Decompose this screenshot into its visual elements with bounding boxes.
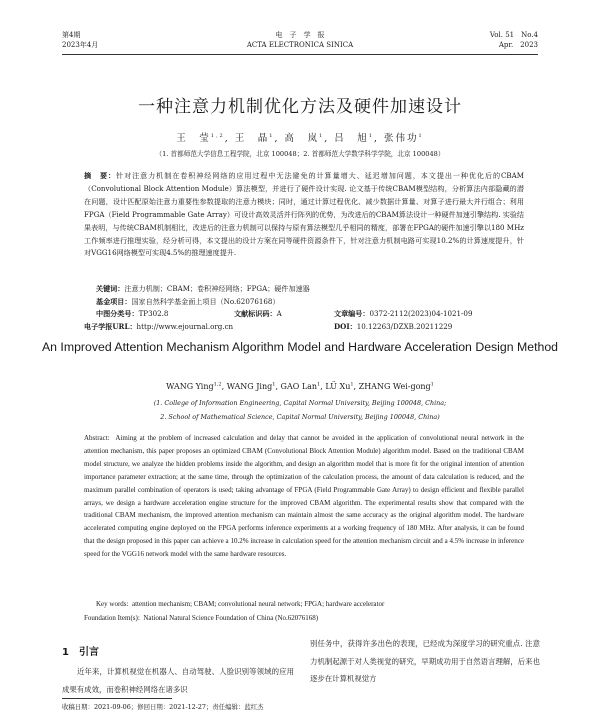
clc-code: TP302.8: [138, 309, 169, 318]
author-affil-mark: 1: [317, 381, 321, 388]
author-name: WANG Ying: [166, 382, 214, 391]
issue-date: 2023年4月: [62, 41, 99, 49]
clc-label: 中图分类号：: [96, 309, 139, 318]
abstract-label-cn: 摘 要：: [84, 171, 117, 180]
author-affil-mark: 1: [430, 381, 434, 388]
header-rule: [62, 54, 538, 55]
fund-cn: 国家自然科学基金面上项目（No.62076168）: [131, 296, 280, 306]
author-affil-mark: 1: [350, 381, 354, 388]
author-affil-mark: 1,2: [213, 381, 222, 388]
volume-date: Apr. 2023: [498, 41, 538, 49]
author-affil-mark: 1: [418, 132, 424, 139]
author-name: LÜ Xu: [325, 382, 351, 391]
author-affil-mark: 1: [319, 132, 325, 139]
section-heading-intro: 1 引言: [62, 647, 99, 658]
author-name: 吕 旭: [334, 133, 369, 144]
fund-row-cn: [96, 296, 280, 309]
abstract-en: [84, 432, 524, 561]
affiliation-en-2: 2. School of Mathematical Science, Capital Normal University, Beijing 100048, China): [160, 413, 440, 421]
doi-value[interactable]: 10.12263/DZXB.20211229: [356, 321, 453, 331]
author-name: 高 岚: [284, 133, 320, 144]
abstract-text-en: Aiming at the problem of increased calculation and delay that cannot be avoided in the application of convolutional neural network in the attention mechanism, this paper proposes an optimized CBAM (Convolutional Block Attention Module) algorithm model. Based on the traditional CBAM model structure, we analyze the hidden problems inside the algorithm, and design an algorithm model that is more fit for the original intention of attention importance parameter extraction; at the same time, through the optimization of the calculation process, the amount of data calculation is reduced, and the maximum parallel combination of operators is used; taking advantage of FPGA (Field Programmable Gate Array) to design efficient and flexible parallel arrays, we design a hardware acceleration engine structure for the improved CBAM algorithm. The experimental results show that compared with the traditional CBAM mechanism, the improved attention mechanism can maintain almost the same accuracy as the original algorithm model. The hardware accelerated computing engine deployed on the FPGA performs inference experiments at a working frequency of 180 MHz. After analysis, it can be found that the design proposed in this paper can achieve a 10.2% increase in calculation speed for the attention mechanism circuit and a 4.5% increase in inference speed for the VGG16 network model with the same hardware resources.: [84, 434, 525, 559]
author-name: ZHANG Wei-gong: [358, 382, 431, 391]
author-affil-mark: 1: [269, 132, 275, 139]
abstract-cn: [84, 170, 524, 260]
received-date-footnote: 收稿日期：2021-09-06；修回日期：2021-12-27；责任编辑：蓝红杰: [62, 703, 264, 711]
paper-title-en: An Improved Attention Mechanism Algorithm Model and Hardware Acceleration Design Method: [41, 340, 559, 354]
keywords-row-cn: [96, 283, 310, 296]
author-affil-mark: 1: [272, 381, 276, 388]
clc-row: [96, 308, 168, 321]
url-row: [84, 321, 233, 334]
doc-code: A: [276, 309, 282, 318]
fund-en: National Natural Science Foundation of China (No.62076168): [143, 614, 319, 622]
affiliation-cn: （1. 首都师范大学信息工程学院，北京 100048；2. 首都师范大学数学科学学院，北京 100048）: [155, 150, 445, 158]
header-volume: [490, 30, 538, 50]
journal-name-en: ACTA ELECTRONICA SINICA: [246, 41, 354, 49]
keywords-row-en: [84, 600, 524, 608]
keywords-en: attention mechanism; CBAM; convolutional neural network; FPGA; hardware accelerator: [131, 600, 385, 608]
url-label: 电子学报URL：: [84, 321, 137, 331]
body-column-left: 近年来，计算机视觉在机器人、自动驾驶、人脸识别等领域的应用成果有成效，而卷积神经网络在诸多识: [62, 667, 294, 694]
article-no-label: 文章编号：: [334, 309, 370, 318]
author-list-cn: 王 莹$^{1,2}$, 王 晶$^1$, 高 岚$^1$, 吕 旭$^1$, 张伟功$^1$: [176, 132, 424, 144]
doi-label: DOI：: [334, 321, 357, 331]
keywords-label-cn: 关键词：: [96, 284, 125, 293]
article-meta-cn: [84, 283, 524, 337]
keywords-label-en: Key words:: [96, 600, 129, 608]
fund-row-en: [84, 614, 524, 622]
fund-label-en: Foundation Item(s):: [84, 614, 140, 622]
author-affil-mark: 1,2: [210, 132, 225, 139]
abstract-label-en: Abstract:: [84, 434, 110, 442]
author-name: 王 晶: [234, 133, 270, 144]
author-name: WANG Jing: [226, 382, 273, 391]
affiliation-en-1: (1. College of Information Engineering, Capital Normal University, Beijing 100048, China;: [153, 399, 447, 407]
journal-name-cn: 电 子 学 报: [275, 31, 325, 39]
author-name: 王 莹: [176, 133, 211, 144]
abstract-text-cn: 针对注意力机制在卷积神经网络的应用过程中无法避免的计算量增大、延迟增加问题，本文提出一种优化后的CBAM（Convolutional Block Attention Module）算法模型，并进行了硬件设计实现. 论文基于传统CBAM模型结构，分析算法内部隐藏的潜在问题，设计匹配原始注意力重要性参数提取的注意力模块；同时，通过计算过程优化、减少数据计算量、对算子进行最大并行组合；利用FPGA（Field Programmable Gate Array）可设计高效灵活并行阵列的优势，为改进后的CBAM算法设计一种硬件加速引擎结构. 实验结果表明，与传统CBAM机制相比，改进后的注意力机制可以保持与原有算法模型几乎相同的精度，部署在FPGA的硬件加速引擎以180 MHz工作频率进行推理实验，经分析可得，本文提出的设计方案在同等硬件资源条件下，针对注意力机制电路可实现10.2%的计算速度提升，针对VGG16网络模型可实现4.5%的推理速度提升.: [84, 171, 525, 258]
paper-title-cn: 一种注意力机制优化方法及硬件加速设计: [138, 97, 462, 117]
author-name: GAO Lan: [280, 382, 318, 391]
author-name: 张伟功: [384, 133, 419, 144]
issue-number: 第4期: [62, 31, 81, 39]
doc-code-label: 文献标识码：: [234, 309, 277, 318]
journal-url[interactable]: http://www.ejournal.org.cn: [136, 321, 234, 331]
fund-label-cn: 基金项目：: [96, 296, 132, 306]
footnote-rule: [62, 698, 172, 699]
body-column-right: 别任务中，获得许多出色的表现，已经成为深度学习的研究重点. 注意力机制起源于对人类视觉的研究，早期成功用于自然语言理解，后来也逐步在计算机视觉方: [310, 639, 540, 683]
doi-row: [334, 321, 452, 334]
author-affil-mark: 1: [368, 132, 374, 139]
article-no-row: [334, 308, 472, 321]
article-no: 0372-2112(2023)04-1021-09: [369, 309, 473, 318]
volume-number: Vol. 51 No.4: [489, 31, 538, 39]
author-list-en: WANG Ying$^{1,2}$, WANG Jing$^1$, GAO Lan$^1$, LÜ Xu$^1$, ZHANG Wei-gong$^1$: [166, 381, 434, 391]
keywords-cn: 注意力机制；CBAM；卷积神经网络；FPGA；硬件加速器: [124, 284, 310, 293]
doc-code-row: [234, 308, 282, 321]
